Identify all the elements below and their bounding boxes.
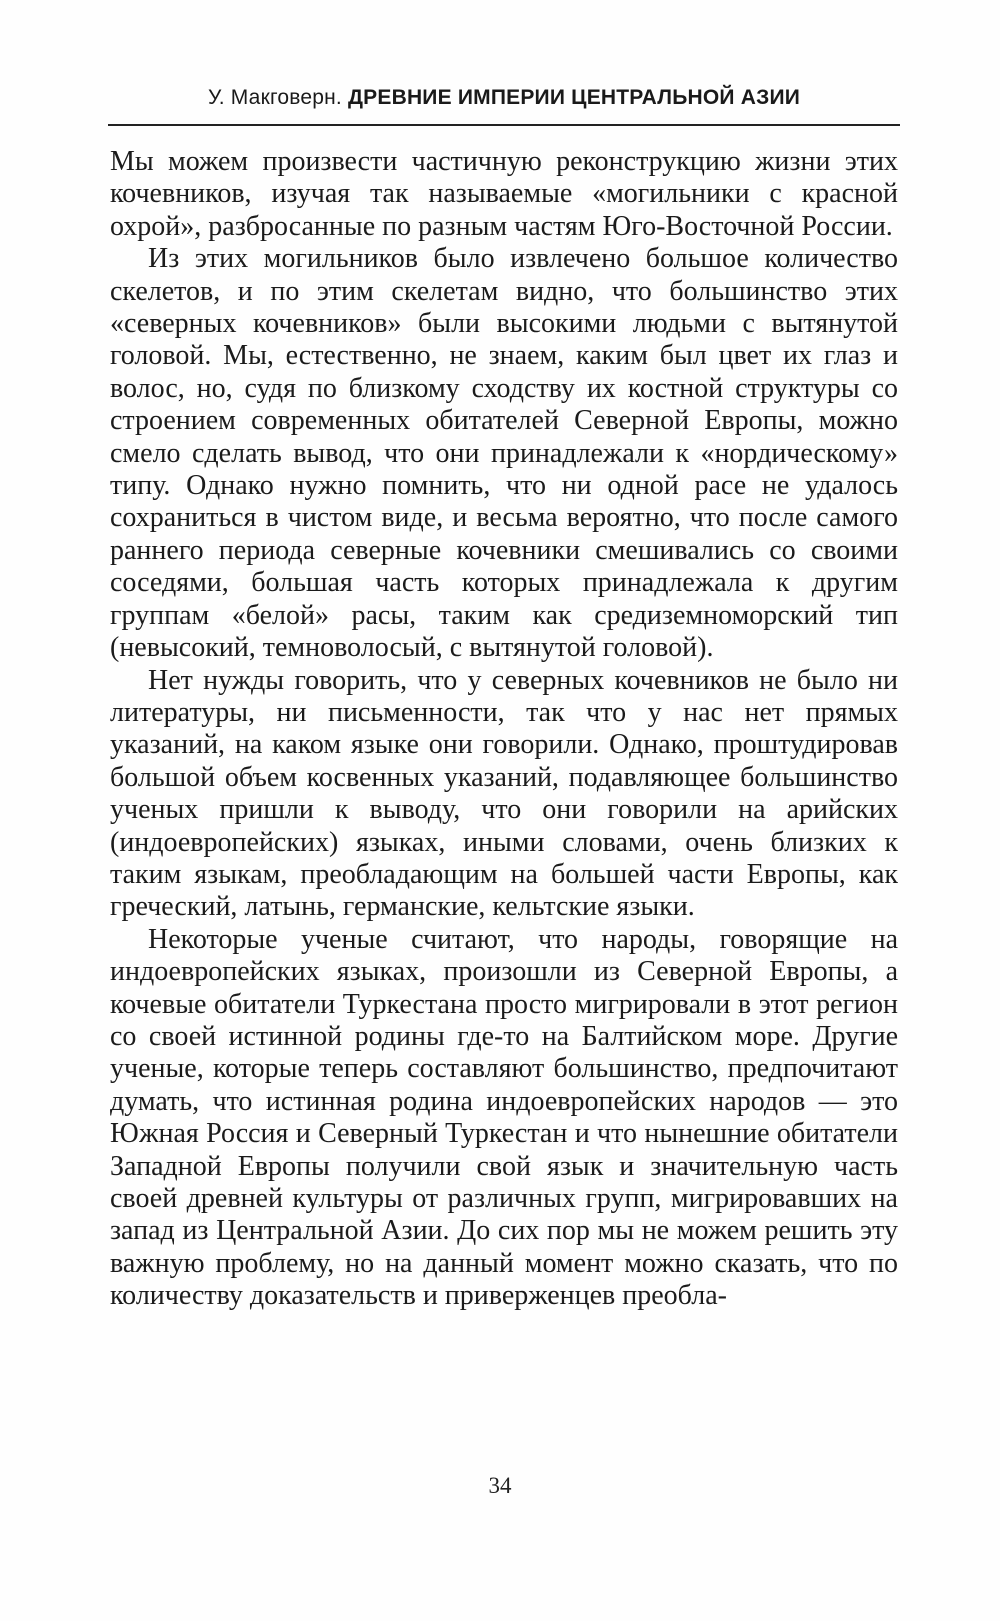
page-number: 34: [488, 1473, 512, 1498]
header-rule: [108, 124, 900, 126]
header-title: ДРЕВНИЕ ИМПЕРИИ ЦЕНТРАЛЬНОЙ АЗИИ: [348, 86, 801, 109]
paragraph: Из этих могильников было извлечено большое количество скелетов, и по этим скелетам видно, что большинство этих «северных кочевников» были высокими людьми с вытянутой головой. Мы, естественно, не знаем, каким был цвет их глаз и волос, но, судя по близкому сходству их костной структуры со строением современных обитателей Северной Европы, можно смело сделать вывод, что они принадлежали к «нордическому» типу. Однако нужно помнить, что ни одной расе не удалось сохраниться в чистом виде, и весьма вероятно, что после самого раннего периода северные кочевники смешивались со своими соседями, большая часть которых принадлежала к другим группам «белой» расы, таким как средиземноморский тип (невысокий, темноволосый, с вытянутой головой).: [110, 243, 898, 664]
running-header: [108, 86, 900, 110]
paragraph: Нет нужды говорить, что у северных кочевников не было ни литературы, ни письменности, так что у нас нет прямых указаний, на каком языке они говорили. Однако, проштудировав большой объем косвенных указаний, подавляющее большинство ученых пришли к выводу, что они говорили на арийских (индоевропейских) языках, иными словами, очень близких к таким языкам, преобладающим на большей части Европы, как греческий, латынь, германские, кельтские языки.: [110, 664, 898, 923]
body-text: [110, 146, 898, 1313]
paragraph: Мы можем произвести частичную реконструкцию жизни этих кочевников, изучая так называемые «могильники с красной охрой», разбросанные по разным частям Юго-Восточной России.: [110, 146, 898, 242]
header-author: У. Макговерн.: [207, 86, 342, 109]
paragraph: Некоторые ученые считают, что народы, говорящие на индоевропейских языках, произошли из Северной Европы, а кочевые обитатели Туркестана просто мигрировали в этот регион со своей истинной родины где-то на Балтийском море. Другие ученые, которые теперь составляют большинство, предпочитают думать, что истинная родина индоевропейских народов — это Южная Россия и Северный Туркестан и что нынешние обитатели Западной Европы получили свой язык и значительную часть своей древней культуры от различных групп, мигрировавших на запад из Центральной Азии. До сих пор мы не можем решить эту важную проблему, но на данный момент можно сказать, что по количеству доказательств и приверженцев преобла-: [110, 923, 898, 1312]
